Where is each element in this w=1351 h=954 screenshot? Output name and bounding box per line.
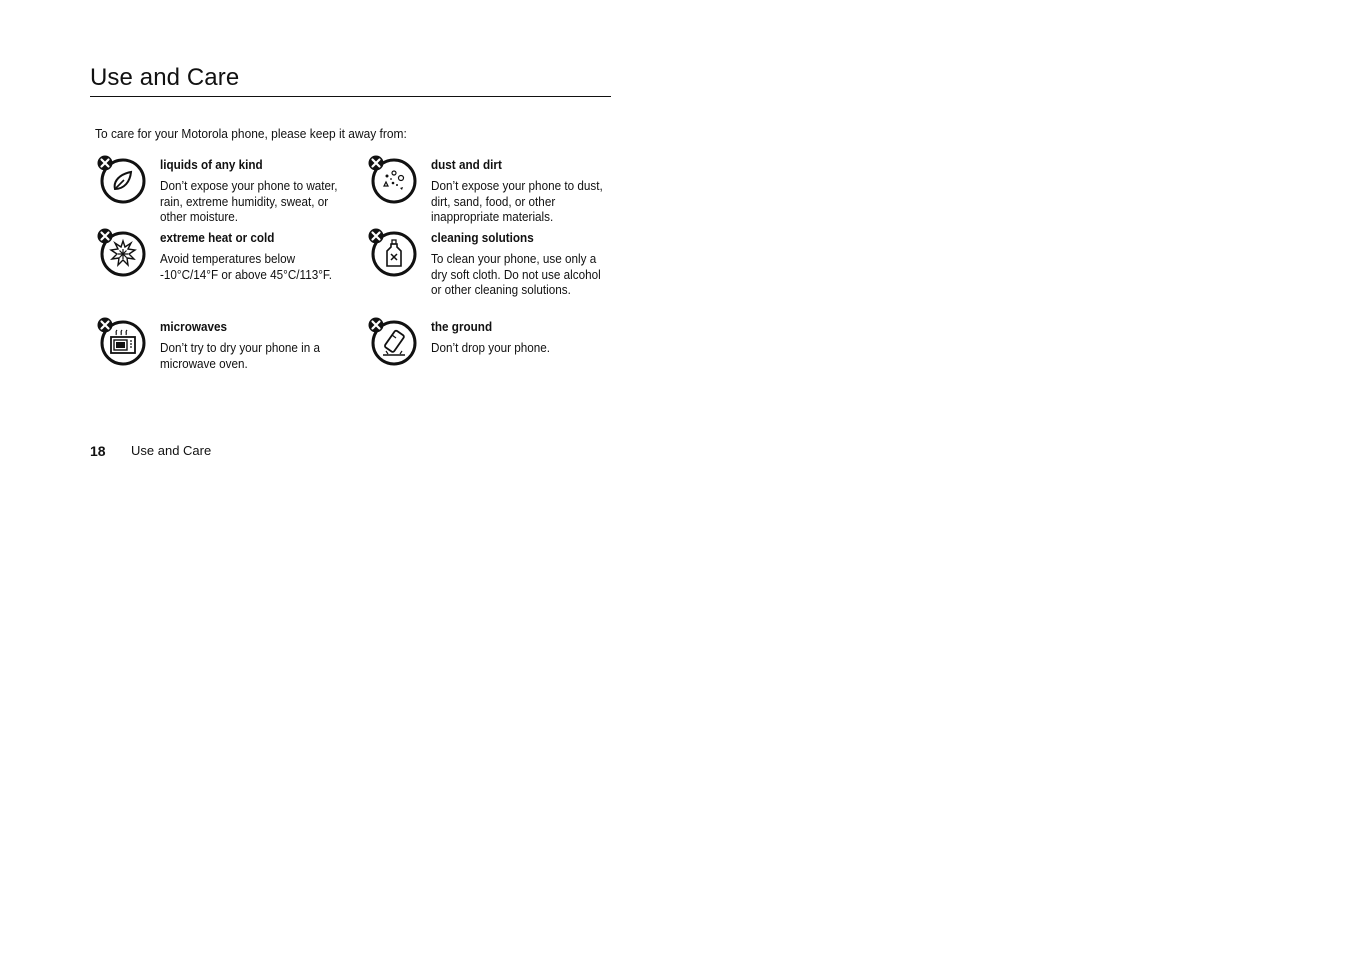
no-cleaning-solutions-icon (367, 227, 421, 281)
item-body: Don’t expose your phone to water, rain, extreme humidity, sweat, or other moisture. (160, 178, 338, 225)
care-item-liquids (160, 157, 350, 225)
item-body: Don’t drop your phone. (431, 340, 551, 355)
no-microwave-icon (96, 316, 150, 370)
page-title: Use and Care (90, 64, 240, 91)
no-dropping-icon (367, 316, 421, 370)
page-number: 18 (90, 443, 106, 459)
no-liquids-icon (96, 154, 150, 208)
no-extreme-temperature-icon (96, 227, 150, 281)
care-item-temperature (160, 230, 350, 282)
item-body: Don’t expose your phone to dust, dirt, sand, food, or other inappropriate materials. (431, 178, 603, 225)
item-body: To clean your phone, use only a dry soft cloth. Do not use alcohol or other cleaning solutions. (431, 251, 601, 298)
item-heading: dust and dirt (431, 157, 502, 172)
item-heading: liquids of any kind (160, 157, 263, 172)
care-item-dust (431, 157, 621, 225)
item-body: Don’t try to dry your phone in a microwave oven. (160, 340, 320, 371)
item-heading: cleaning solutions (431, 230, 534, 245)
intro-text: To care for your Motorola phone, please keep it away from: (95, 126, 407, 141)
no-dust-icon (367, 154, 421, 208)
item-body: Avoid temperatures below -10°C/14°F or above 45°C/113°F. (160, 251, 332, 282)
item-heading: extreme heat or cold (160, 230, 275, 245)
title-divider (90, 96, 611, 97)
care-item-microwaves (160, 319, 350, 371)
item-heading: the ground (431, 319, 493, 334)
item-heading: microwaves (160, 319, 227, 334)
footer-section-label: Use and Care (131, 443, 212, 458)
care-item-cleaning (431, 230, 621, 298)
care-item-ground (431, 319, 621, 356)
